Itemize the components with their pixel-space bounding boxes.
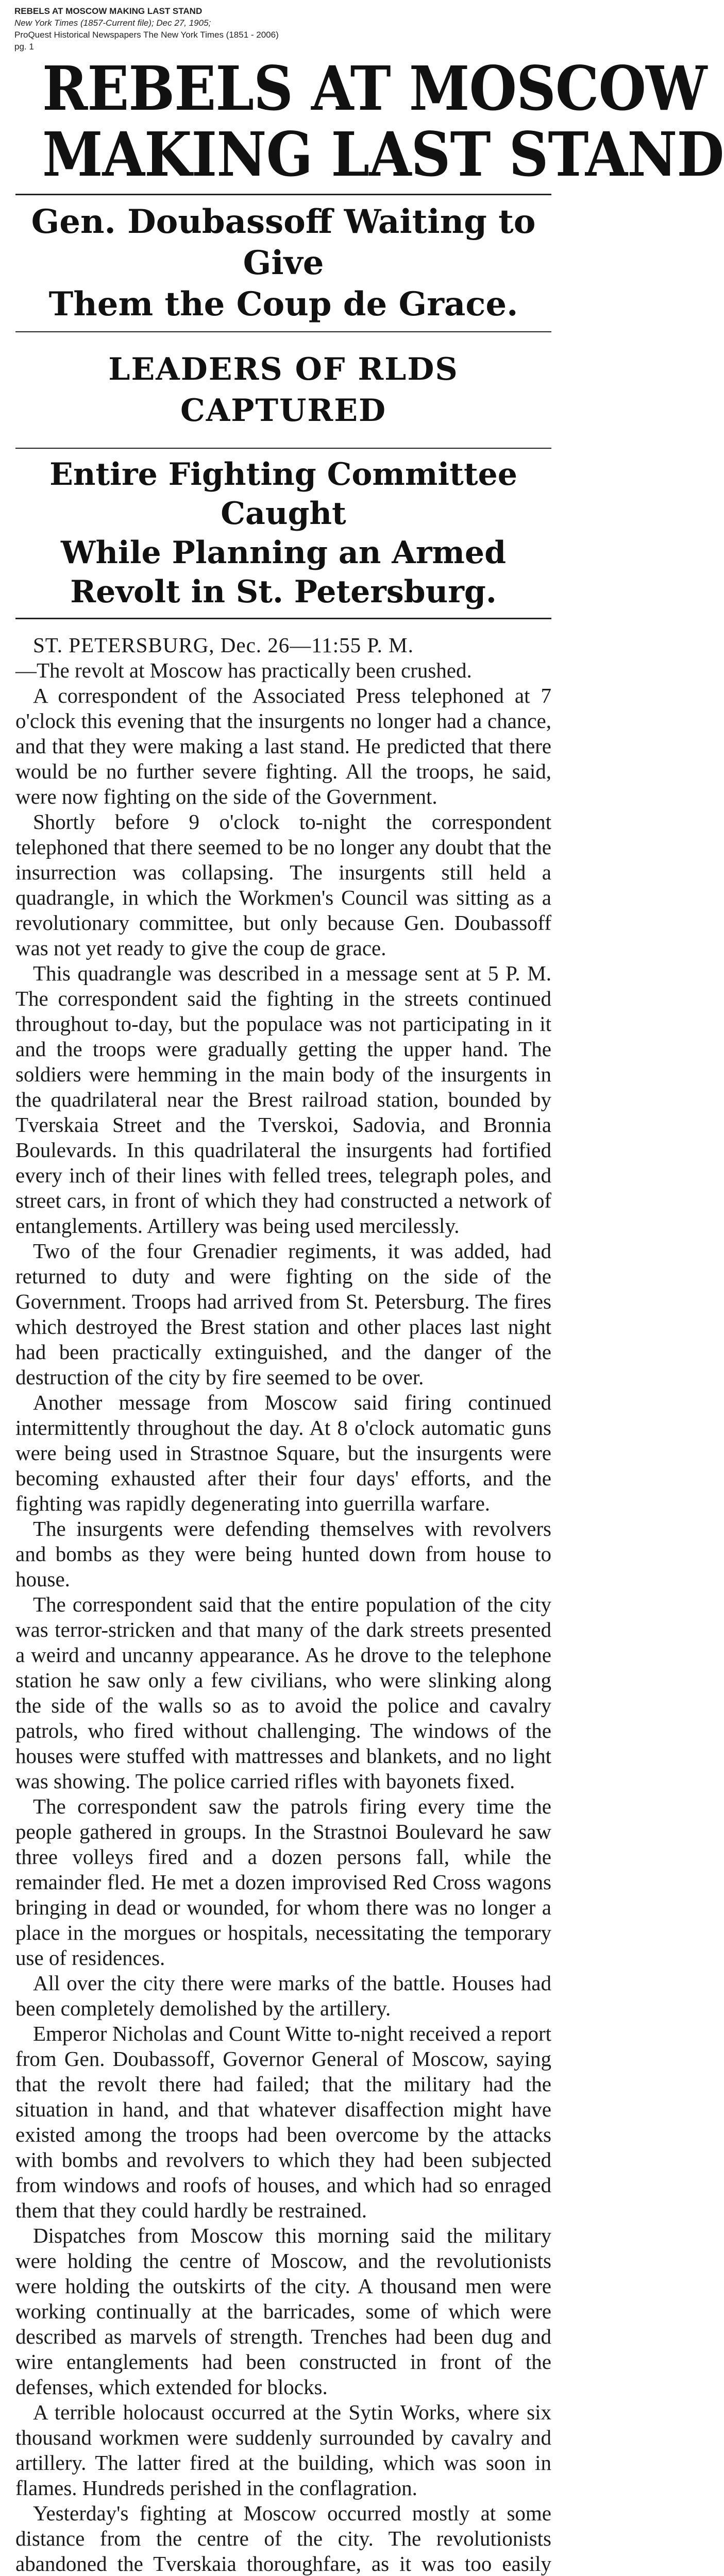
main-headline-line: MAKING LAST STAND <box>42 118 724 190</box>
main-headline <box>42 53 724 190</box>
divider <box>15 194 551 195</box>
paragraph: Shortly before 9 o'clock to-night the correspondent telephoned that there seemed to be no longer any doubt that the insurrection was collapsing. The insurgents still held a quadrangle, in which the Workmen's Council was sitting as a revolutionary committee, but only because Gen. Doubassoff was not yet ready to give the coup de grace. <box>15 810 551 960</box>
deck-line: Gen. Doubassoff Waiting to Give <box>31 202 536 282</box>
deck-headline-2: LEADERS OF RLDS CAPTURED <box>108 351 459 429</box>
article-body <box>15 633 551 2576</box>
main-headline-line: REBELS AT MOSCOW <box>42 53 707 124</box>
dateline-text: ST. PETERSBURG, Dec. 26—11:55 P. M. <box>33 633 414 657</box>
divider <box>15 448 551 449</box>
paragraph: Another message from Moscow said firing continued intermittently throughout the day. At 8 o'clock automatic guns were being used in Strastnoe Square, but the insurgents were becoming exhausted after their four days' efforts, and the fighting was rapidly degenerating into guerrilla warfare. <box>15 1391 551 1515</box>
paragraph: Emperor Nicholas and Count Witte to-night received a report from Gen. Doubassoff, Governor General of Moscow, saying that the revolt there had failed; that the military had the situation in hand, and that whatever disaffection might have existed among the troops had been overcome by the attacks with bombs and revolvers to which they had been subjected from windows and roofs of houses, and which had so enraged them that they could hardly be restrained. <box>15 2022 551 2222</box>
paragraph: Dispatches from Moscow this morning said the military were holding the centre of Moscow, and the revolutionists were holding the outskirts of the city. A thousand men were working continually at the barricades, some of which were described as marvels of strength. Trenches had been dug and wire entanglements had been constructed in front of the defenses, which extended for blocks. <box>15 2224 551 2399</box>
paragraph: The insurgents were defending themselves with revolvers and bombs as they were being hunted down from house to house. <box>15 1517 551 1591</box>
citation-source: New York Times (1857-Current file); Dec 27, 1905; <box>14 18 211 28</box>
dateline <box>15 633 551 658</box>
citation-header <box>14 5 571 53</box>
paragraph: A correspondent of the Associated Press telephoned at 7 o'clock this evening that the insurgents no longer had a chance, and that they were making a last stand. He predicted that there would be no further severe fighting. All the troops, he said, were now fighting on the side of the Government. <box>15 684 551 808</box>
deck-line: Entire Fighting Committee Caught <box>49 456 517 532</box>
citation-database: ProQuest Historical Newspapers The New York Times (1851 - 2006) <box>14 30 279 40</box>
paragraph: The correspondent said that the entire population of the city was terror-stricken and that many of the dark streets presented a weird and uncanny appearance. As he drove to the telephone station he saw only a few civilians, who were slinking along the side of the walls so as to avoid the police and cavalry patrols, who fired without challenging. The windows of the houses were stuffed with mattresses and blankets, and no light was showing. The police carried rifles with bayonets fixed. <box>15 1592 551 1793</box>
paragraph: A terrible holocaust occurred at the Sytin Works, where six thousand workmen were suddenly surrounded by cavalry and artillery. The latter fired at the building, which was soon in flames. Hundreds perished in the conflagration. <box>15 2400 551 2500</box>
paragraph: All over the city there were marks of the battle. Houses had been completely demolished by the artillery. <box>15 1971 551 2020</box>
deck-line: Revolt in St. Petersburg. <box>70 574 497 610</box>
paragraph: Yesterday's fighting at Moscow occurred mostly at some distance from the centre of the city. The revolutionists abandoned the Tverskaia thoroughfare, as it was too easily <box>15 2501 551 2575</box>
paragraph: Two of the four Grenadier regiments, it was added, had returned to duty and were fighting on the side of the Government. Troops had arrived from St. Petersburg. The fires which destroyed the Brest station and other places last night had been practically extinguished, and the danger of the destruction of the city by fire seemed to be over. <box>15 1239 551 1389</box>
deck-line: Them the Coup de Grace. <box>48 285 518 324</box>
deck-line: While Planning an Armed <box>60 535 507 571</box>
article-column <box>15 53 724 2576</box>
paragraph: —The revolt at Moscow has practically been crushed. <box>15 658 472 682</box>
paragraph: This quadrangle was described in a message sent at 5 P. M. The correspondent said the fighting in the streets continued throughout to-day, but the populace was not participating in it and the troops were gradually getting the upper hand. The soldiers were hemming in the main body of the insurgents in the quadrilateral near the Brest railroad station, bounded by Tverskaia Street and the Tverskoi, Sadovia, and Bronnia Boulevards. In this quadrilateral the insurgents had fortified every inch of their lines with felled trees, telegraph poles, and street cars, in front of which they had constructed a network of entanglements. Artillery was being used mercilessly. <box>15 961 551 1238</box>
divider <box>15 618 551 619</box>
deck-headline-1 <box>15 201 551 325</box>
divider <box>15 331 551 332</box>
citation-title: REBELS AT MOSCOW MAKING LAST STAND <box>14 6 203 16</box>
paragraph: The correspondent saw the patrols firing every time the people gathered in groups. In the Strastnoi Boulevard he saw three volleys fired and a dozen persons fall, while the remainder fled. He met a dozen improvised Red Cross wagons bringing in dead or wounded, for whom there was no longer a place in the morgues or hospitals, necessitating the temporary use of residences. <box>15 1794 551 1970</box>
citation-page: pg. 1 <box>14 42 34 52</box>
deck-headline-3 <box>15 455 551 612</box>
